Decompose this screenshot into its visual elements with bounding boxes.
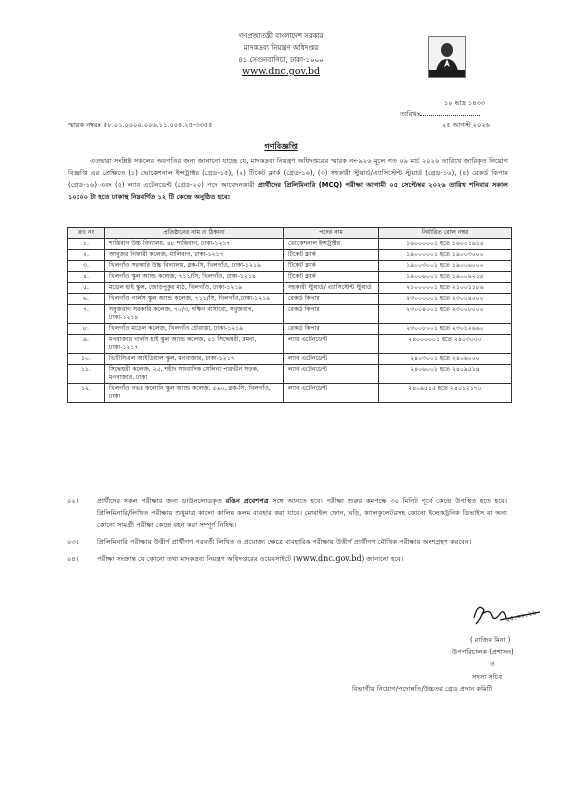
handwritten-signature	[470, 600, 550, 630]
note-number: ০২।	[67, 497, 79, 505]
signatory-role: সদস্য সচিব	[472, 673, 503, 681]
table-row	[68, 354, 512, 365]
cell-post: সহকারী স্টুয়ার্ড/ এ্যাসিস্টেন্ট স্টুয়ার্ড	[284, 283, 379, 294]
cell-post: ল্যাব এটেনডেন্ট	[284, 335, 379, 354]
note-text-part: ) জানানো হবে।	[361, 555, 404, 563]
cell-serial: ১১.	[68, 365, 105, 384]
note-bold-part: রঙিন প্রবেশপত্র	[225, 497, 269, 505]
date-block	[400, 98, 490, 131]
cell-serial: ১.	[68, 239, 105, 250]
intro-text: এতদ্বারা সংশ্লিষ্ট সকলের অবগতির জন্য জানানো যাচ্ছে যে, মাদকদ্রব্য নিয়ন্ত্রণ অধিদপ্তরের স্মারক নং-৯২৬ মূলে গত ০৯ মার্চ ২০২৬ তারিখে জারিকৃত নিয়োগ বিজ্ঞপ্তি এর প্রেক্ষিতে (১) ভোকেশনাল ইন্সট্রাক্টর (গ্রেড-১৫), (২) টিকেট ক্লার্ক (গ্রেড-১৬), (৩) সহকারী স্টুয়ার্ড/এ্যাসিস্টেন্ট স্টুয়ার্ড (গ্রেড-১৬), (৪) রেকর্ড কিপার (গ্রেড-১৬) এবং (৫) ল্যাব এটেনডেন্ট (গ্রেড-২০) পদে আবেদনকারী	[68, 157, 508, 189]
cell-roll: ২৪০৬০০১ হতে ২৪০৯৫১৪	[379, 365, 512, 384]
cell-institution: খিলগাঁও স্কুল অ্যান্ড কলেজ, ৭১১/সি, খিলগাঁও, ঢাকা-১২১৯	[105, 272, 284, 283]
cell-institution: খিলগাঁও গার্লস স্কুল অ্যান্ড কলেজ, ৭১১/সি, খিলগাঁও,ঢাকা-১২১৯	[105, 294, 284, 305]
cell-post: ল্যাব এটেনডেন্ট	[284, 384, 379, 403]
website-link[interactable]: www.dnc.gov.bd	[295, 554, 362, 563]
note-text-part: সঙ্গে আনতে হবে। পরীক্ষা শুরুর কমপক্ষে ৩০ মিনিট পূর্বে কেন্দ্রে উপস্থিত হতে হবে। প্রিলিমিনারি/লিখিত পরীক্ষায় শুধুমাত্র কালো কালির কলম ব্যবহার করা যাবে। মোবাইল ফোন, ঘড়ি, ক্যালকুলেটরসহ কোনো ইলেকট্রনিক ডিভাইস বা অন্য কোনো সামগ্রী পরীক্ষা কেন্দ্রে বহন করা সম্পূর্ণ নিষিদ্ধ।	[97, 497, 507, 529]
cell-serial: ২.	[68, 250, 105, 261]
cell-institution: মডেল হাই স্কুল, জোড়পুকুর মাঠ, খিলগাঁও, ঢাকা-১২১৯	[105, 283, 284, 294]
cell-post: টিকেট ক্লার্ক	[284, 272, 379, 283]
dept-address: ৪১ সেগুনবাগিচা, ঢাকা-১০০০	[238, 56, 324, 64]
cell-post: ল্যাব এটেনডেন্ট	[284, 354, 379, 365]
dept-name: মাদকদ্রব্য নিয়ন্ত্রণ অধিদপ্তর	[243, 44, 319, 52]
note-text-part: পরীক্ষা সংক্রান্ত যে কোনো তথ্য মাদকদ্রব্য নিয়ন্ত্রণ অধিদপ্তরের ওয়েবসাইটে (	[97, 555, 296, 563]
cell-institution: আবুজর গিফারী কলেজ, মালিবাগ, ঢাকা-১২১৭	[105, 250, 284, 261]
cell-roll: ২৪০৯৫১৫ হতে ২৪০১২১৭০	[379, 384, 512, 403]
col-serial: ক্রঃ নং	[68, 228, 105, 239]
cell-roll: ১৯০০৩০০১ হতে ১৯০০৬০০০	[379, 261, 512, 272]
table-row	[68, 250, 512, 261]
cell-institution: সবুজবাগ সরকারি কলেজ, ৭০/৩, দক্ষিণ বাসাবো, সবুজবাগ, ঢাকা-১২১৪	[105, 305, 284, 324]
cell-roll: ১৬০০০০০১ হতে ১৬০০১৬১৫	[379, 239, 512, 250]
cell-post: ভোকেশনাল ইন্সট্রাক্টর	[284, 239, 379, 250]
memo-number: স্মারক নম্বরঃ ৫৮.০১.০০০০.০০৬.১১.০০৪.২৫-৩৩৫৫	[68, 121, 213, 129]
date-english: ২৫ আগস্ট ২০২৬	[442, 121, 490, 129]
note-text	[97, 495, 507, 531]
note-text-part: প্রার্থীদের সকল পরীক্ষার জন্য ডাউনলোডকৃত	[97, 497, 226, 505]
signatory-name: ( রাজিব মিনা )	[470, 636, 511, 644]
note-item	[67, 553, 507, 565]
cell-post: টিকেট ক্লার্ক	[284, 261, 379, 272]
date-bangla: ১০ ভাদ্র ১৪৩৩	[444, 99, 486, 107]
table-row	[68, 365, 512, 384]
cell-serial: ৭.	[68, 305, 105, 324]
cell-roll: ১৯০০০০০১ হতে ১৯০০৩০০০	[379, 250, 512, 261]
signature-date: ২৫.০৮.২৬	[504, 608, 538, 624]
col-roll: নির্ধারিত রোল নম্বর	[379, 228, 512, 239]
table-row	[68, 283, 512, 294]
cell-post: রেকর্ড কিপার	[284, 305, 379, 324]
signatory-and: ও	[490, 660, 495, 668]
cell-roll: ২৩০০৮০০১ হতে ২৩০১২৬৬০	[379, 324, 512, 335]
note-number: ০৩।	[67, 538, 79, 546]
website-link[interactable]: www.dnc.gov.bd	[241, 66, 321, 77]
note-text	[97, 553, 507, 565]
cell-institution: খিলগাঁও গভঃ কলোনি স্কুল অ্যান্ড কলেজ, ৫৬০, ব্লক-সি, খিলগাঁও, ঢাকা	[105, 384, 284, 403]
cell-roll: ২১০০০০০১ হতে ২১০০১১৮৬	[379, 283, 512, 294]
intro-paragraph	[68, 155, 508, 203]
cell-serial: ৪.	[68, 272, 105, 283]
cell-institution: খিলগাঁও সরকারি উচ্চ বিদ্যালয়, ব্লক-সি, খিলগাঁও, ঢাকা-১২১৯	[105, 261, 284, 272]
cell-institution: খিলগাঁও মডেল কলেজ, খিলগাঁও চৌরাস্তা, ঢাকা-১২১৯	[105, 324, 284, 335]
note-number: ০৪।	[67, 555, 79, 563]
cell-post: ল্যাব এটেনডেন্ট	[284, 365, 379, 384]
notes-section	[67, 495, 507, 570]
cell-roll: ২৩০০০০০১ হতে ২৩০০৪০০০	[379, 294, 512, 305]
table-row	[68, 384, 512, 403]
table-row	[68, 294, 512, 305]
cell-roll: ১৯০০৬০০১ হতে ১৯০০৯২১৫	[379, 272, 512, 283]
cell-serial: ৮.	[68, 324, 105, 335]
table-row	[68, 239, 512, 250]
notice-title: গণবিজ্ঞপ্তি	[264, 142, 298, 151]
cell-institution: ভিটিসিএল আইডিয়াল স্কুল, মগবাজার, ঢাকা-১২১৭	[105, 354, 284, 365]
signatory-title: উপপরিচালক (প্রশাসন)	[452, 648, 514, 656]
gov-name: গণপ্রজাতন্ত্রী বাংলাদেশ সরকার	[238, 32, 324, 40]
cell-serial: ১২.	[68, 384, 105, 403]
note-item	[67, 536, 507, 548]
table-row	[68, 305, 512, 324]
cell-roll: ২৩০০৪০০১ হতে ২৩০০৮০০০	[379, 305, 512, 324]
cell-post: টিকেট ক্লার্ক	[284, 250, 379, 261]
note-text: প্রিলিমিনারি পরীক্ষায় উত্তীর্ণ প্রার্থীগণ পরবর্তী লিখিত ও প্রযোজ্য ক্ষেত্রে ব্যবহারিক পরীক্ষায় উত্তীর্ণ প্রার্থীগণ মৌখিক পরীক্ষায় অংশগ্রহণ করবেন।	[97, 538, 472, 546]
cell-institution: সিদ্ধেশ্বরী কলেজ, ২৫, শহীদ সাংবাদিক সেলিনা পারভীন সড়ক, মগবাজার, ঢাকা	[105, 365, 284, 384]
portrait-image	[428, 36, 466, 78]
cell-roll: ২৪০০০০০১ হতে ২৪০৩০০০	[379, 335, 512, 354]
table-row	[68, 324, 512, 335]
center-table	[67, 227, 512, 403]
letterhead	[0, 30, 562, 78]
cell-serial: ১০.	[68, 354, 105, 365]
cell-serial: ৯.	[68, 335, 105, 354]
cell-serial: ৫.	[68, 283, 105, 294]
table-header-row	[68, 228, 512, 239]
cell-roll: ২৪০৩০০১ হতে ২৪০৬০০০	[379, 354, 512, 365]
date-divider	[420, 115, 480, 116]
cell-post: রেকর্ড কিপার	[284, 324, 379, 335]
table-row	[68, 261, 512, 272]
cell-serial: ৩.	[68, 261, 105, 272]
col-institution: প্রতিষ্ঠানের নাম ও ঠিকানা	[105, 228, 284, 239]
table-row	[68, 272, 512, 283]
cell-institution: শান্তিবাগ উচ্চ বিদ্যালয়, ৪৮ শান্তিবাগ, ঢাকা-১২১৭	[105, 239, 284, 250]
table-row	[68, 335, 512, 354]
note-item	[67, 495, 507, 531]
signatory-committee: বিভাগীয় নিয়োগ/পদোন্নতি/উচ্চতর গ্রেড প্রদান কমিটি	[352, 685, 493, 693]
cell-post: রেকর্ড কিপার	[284, 294, 379, 305]
date-label: তারিখঃ	[400, 110, 421, 118]
cell-serial: ৬.	[68, 294, 105, 305]
cell-institution: মগবাজার গার্লস হাই স্কুল অ্যান্ড কলেজ, ৫১ সিদ্ধেশ্বরী, রমনা, ঢাকা-১২১৭	[105, 335, 284, 354]
col-post: পদের নাম	[284, 228, 379, 239]
intro-bold: প্রার্থীদের প্রিলিমিনারি (MCQ) পরীক্ষা আগামী ০৫ সেপ্টেম্বর ২০২৬ তারিখ শনিবার সকাল ১০:০০ টা হতে ঢাকাস্থ নিম্নবর্ণিত ১২ টি কেন্দ্রে অনুষ্ঠিত হবে:	[68, 181, 508, 201]
